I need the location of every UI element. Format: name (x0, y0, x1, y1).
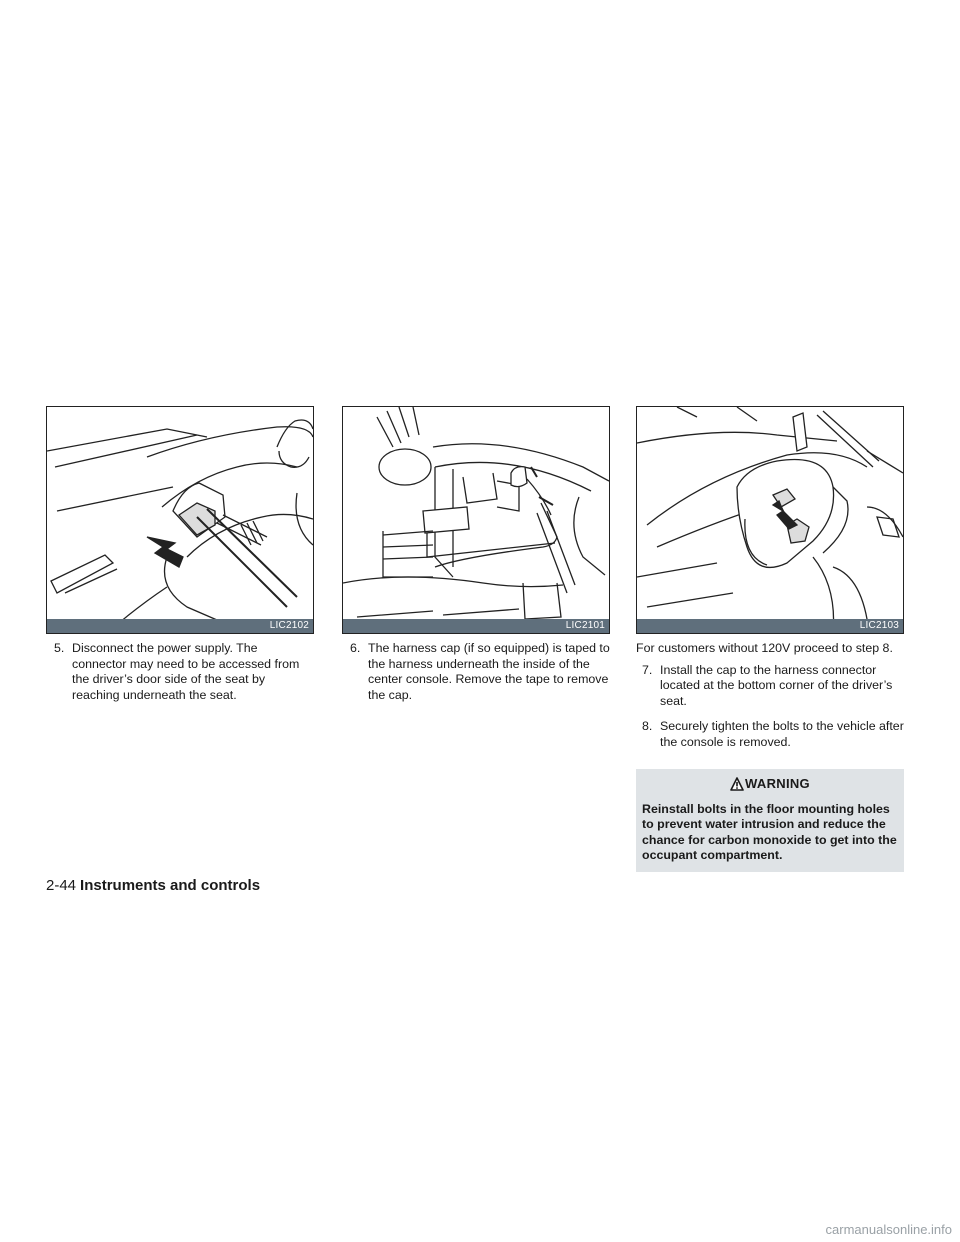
illustration-under-seat-connector (47, 407, 313, 633)
figure-code: LIC2101 (565, 620, 605, 631)
column-3 (636, 406, 904, 872)
step-text: Securely tighten the bolts to the vehicle after the console is removed. (660, 719, 904, 749)
warning-triangle-icon (730, 777, 744, 791)
warning-text: Reinstall bolts in the floor mounting holes to prevent water intrusion and reduce the chance for carbon monoxide to get into the occupant compartment. (642, 801, 897, 863)
step-6 (342, 641, 610, 703)
watermark-text: carmanualsonline.info (825, 1222, 952, 1237)
step-8 (636, 719, 904, 750)
step-number: 7. (642, 662, 653, 677)
illustration-harness-connector-seat (637, 407, 903, 633)
figure-code: LIC2103 (859, 620, 899, 631)
figure-code: LIC2102 (269, 620, 309, 631)
step-7 (636, 663, 904, 710)
page-footer (46, 877, 260, 895)
figure-harness-cap (342, 406, 610, 634)
step-5 (46, 641, 314, 703)
illustration-center-console-harness (343, 407, 609, 633)
step-text: Disconnect the power supply. The connector may need to be accessed from the driver’s door side of the seat by reaching underneath the seat. (72, 641, 300, 702)
step-text: Install the cap to the harness connector located at the bottom corner of the driver’s seat. (660, 662, 893, 708)
section-title: Instruments and controls (80, 877, 261, 894)
column-2 (342, 406, 610, 703)
warning-box (636, 769, 904, 872)
step-number: 8. (642, 719, 653, 734)
column-1 (46, 406, 314, 703)
figure-disconnect-power (46, 406, 314, 634)
figure-install-cap (636, 406, 904, 634)
intro-text: For customers without 120V proceed to step 8. (636, 641, 893, 655)
step-number: 5. (54, 641, 65, 655)
step-number: 6. (350, 641, 361, 655)
page-number: 2-44 (46, 877, 77, 894)
warning-header (642, 776, 898, 792)
step-text: The harness cap (if so equipped) is taped to the harness underneath the inside of the center console. Remove the tape to remove the cap. (368, 641, 610, 702)
warning-title: WARNING (745, 775, 810, 791)
